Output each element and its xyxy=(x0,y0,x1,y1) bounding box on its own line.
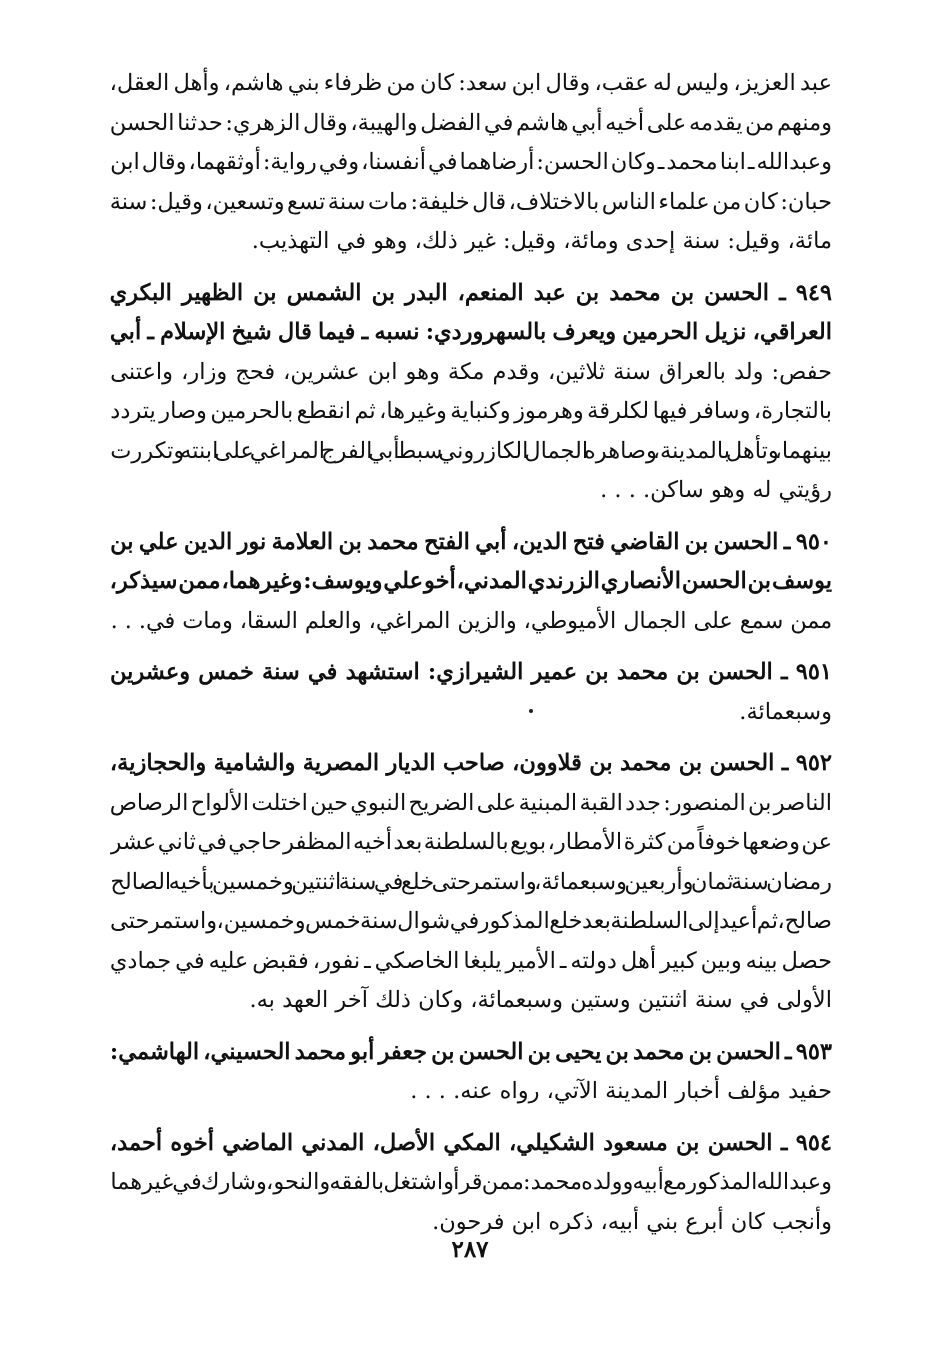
biography-entry xyxy=(110,744,832,1021)
entry-text-line: عبد العزيز، وليس له عقب، وقال ابن سعد: كان من ظرفاء بني هاشم، وأهل العقل، xyxy=(110,70,832,96)
entry-text-line: مائة، وقيل: سنة إحدى ومائة، وقيل: غير ذلك، وهو في التهذيب. xyxy=(251,228,832,254)
entry-text-line: يوسف بن الحسن الأنصاري الزرندي المدني، أخو علي ويوسف: وغيرهما، ممن سيذكر، xyxy=(110,568,832,594)
entry-text-line: وأنجب كان أبرع بني أبيه، ذكره ابن فرحون. xyxy=(432,1208,832,1235)
entry-heading-line: ٩٥٢ ـ الحسن بن محمد بن قلاوون، صاحب الديار المصرية والشامية والحجازية، xyxy=(110,750,832,776)
entry-text-line: حفص: ولد بالعراق سنة ثلاثين، وقدم مكة وهو ابن عشرين، فحج وزار، واعتنى xyxy=(110,358,832,385)
biography-entry xyxy=(110,1124,832,1243)
entry-heading-line: ٩٥٤ ـ الحسن بن مسعود الشكيلي، المكي الأصل، المدني الماضي أخوه أحمد، xyxy=(110,1129,832,1156)
page-number: ٢٨٧ xyxy=(451,1236,489,1263)
entry-text-line: عن وضعها خوفاً من كثرة الأمطار، بويع بالسلطنة بعد أخيه المظفر حاجي في ثاني عشر xyxy=(110,829,832,855)
entry-heading-line: ٩٤٩ ـ الحسن بن محمد بن عبد المنعم، البدر بن الشمس بن الظهير البكري xyxy=(110,279,832,306)
entry-text-line: ومنهم من يقدمه على أخيه أبي هاشم في الفضل والهيبة، وقال الزهري: حدثنا الحسن xyxy=(110,109,832,136)
entry-text-line: رمضان سنة ثمان وأربعين وسبعمائة، واستمر حتى خلع في سنة اثنتين وخمسين بأخيه الصالح xyxy=(110,868,832,895)
entry-heading-line: ٩٥١ ـ الحسن بن محمد بن عمير الشيرازي: استشهد في سنة خمس وعشرين xyxy=(110,659,832,685)
entry-text-line: العراقي، نزيل الحرمين ويعرف بالسهروردي: نسبه ـ فيما قال شيخ الإسلام ـ أبي xyxy=(110,319,832,345)
entry-heading-line: ٩٥٠ ـ الحسن بن القاضي فتح الدين، أبي الفتح محمد بن العلامة نور الدين علي بن xyxy=(110,528,832,555)
entry-text-line: صالح، ثم أعيد إلى السلطنة بعد خلع المذكور في شوال سنة خمس وخمسين، واستمر حتى xyxy=(110,908,832,934)
entry-text-line: بالتجارة، وسافر فيها لكلرقة وهرموز وكنباية وغيرها، ثم انقطع بالحرمين وصار يتردد xyxy=(110,398,832,424)
entry-text-line: الأولى في سنة اثنتين وستين وسبعمائة، وكان ذلك آخر العهد به. xyxy=(249,987,832,1013)
biography-entry xyxy=(110,274,832,511)
entry-text-line: وسبعمائة. xyxy=(739,698,832,725)
entry-text-line: ممن سمع على الجمال الأميوطي، والزين المراغي، والعلم السقا، ومات في. . . xyxy=(110,607,832,634)
entry-text-line: الناصر بن المنصور: جدد القبة المبنية على الضريح النبوي حين اختلت الألواح الرصاص xyxy=(110,789,832,816)
biography-entry xyxy=(110,523,832,642)
entry-heading-line: ٩٥٣ ـ الحسن بن محمد بن يحيى بن الحسن بن جعفر أبو محمد الحسيني، الهاشمي: xyxy=(110,1038,832,1065)
print-speck xyxy=(529,709,533,713)
entry-text-line: رؤيتي له وهو ساكن. . . . xyxy=(600,477,832,503)
entry-text-line: وعبدالله ـ ابنا محمد ـ وكان الحسن: أرضاهما في أنفسنا، وفي رواية: أوثقهما، وقال ابن xyxy=(110,149,832,175)
entry-text-line: حبان: كان من علماء الناس بالاختلاف، قال خليفة: مات سنة تسع وتسعين، وقيل: سنة xyxy=(110,188,832,215)
entry-text-line: حصل بينه وبين كبير أهل دولته ـ الأمير يلبغا الخاصكي ـ نفور، فقبض عليه في جمادي xyxy=(110,947,832,974)
entry-text-line: بينهما، وتأهل بالمدينة، وصاهره الجمال الكازروني سبط أبي الفرج المراغي على ابنته وتكررت xyxy=(110,437,832,464)
biography-entry xyxy=(110,1033,832,1112)
biography-entry xyxy=(110,64,832,262)
entries-container xyxy=(110,64,832,1242)
entry-text-line: حفيد مؤلف أخبار المدينة الآتي، رواه عنه. . . . xyxy=(410,1078,832,1104)
biography-entry xyxy=(110,653,832,732)
entry-text-line: وعبدالله المذكور مع أبيه وولده محمد: ممن قرأ واشتغل بالفقه والنحو، وشارك في غيرهما xyxy=(110,1169,832,1195)
